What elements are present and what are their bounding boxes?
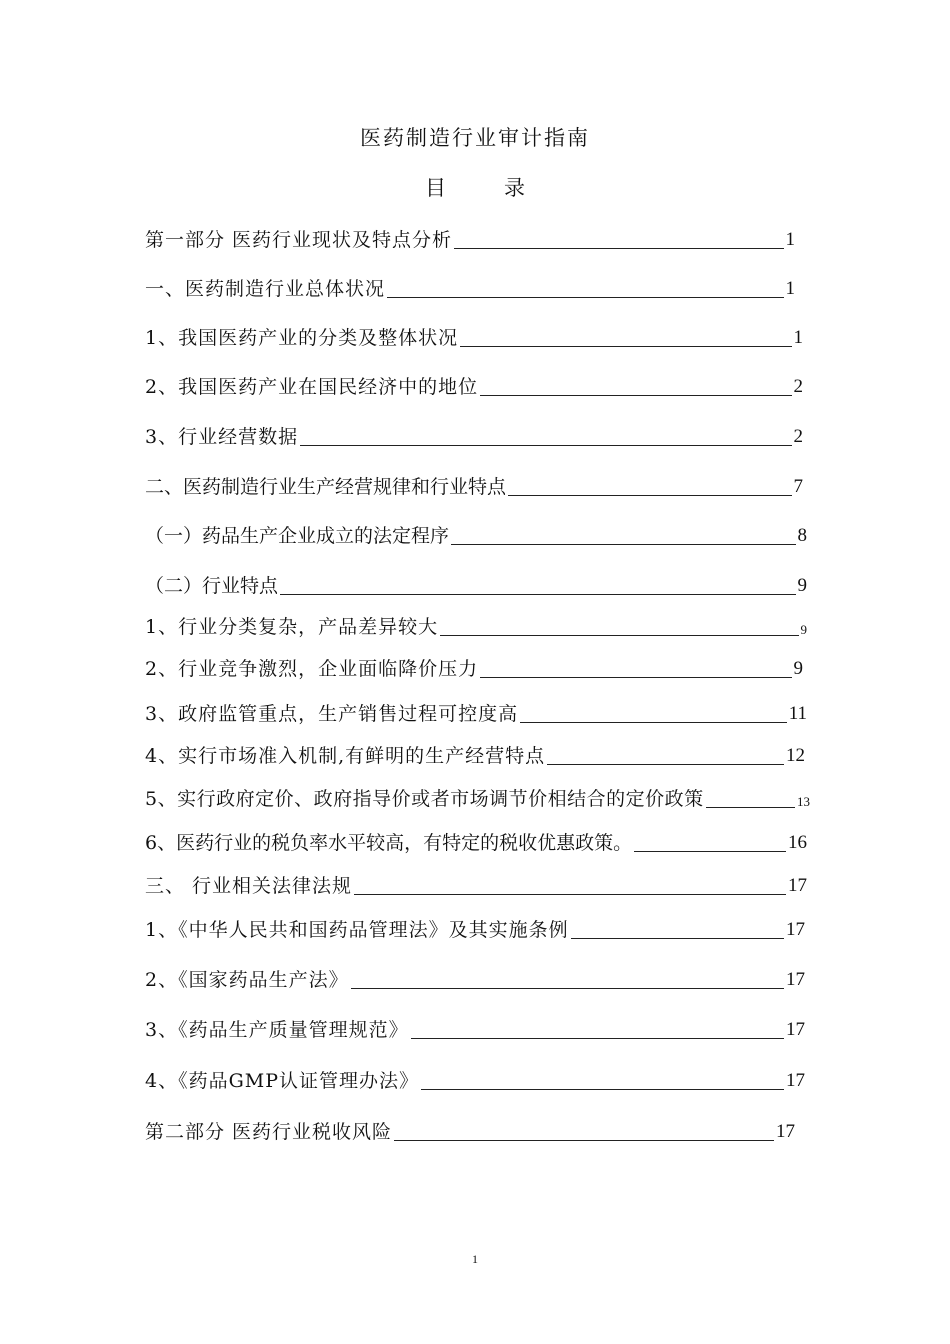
toc-page-number: 9 xyxy=(793,658,803,679)
toc-page-number: 7 xyxy=(793,476,803,497)
toc-page-number: 17 xyxy=(786,1070,805,1091)
toc-leader xyxy=(411,1037,784,1039)
toc-page-number: 17 xyxy=(786,1019,805,1040)
toc-leader xyxy=(387,296,783,298)
toc-page-number: 1 xyxy=(785,229,795,250)
toc-entry[interactable] xyxy=(145,272,795,302)
toc-page-number: 12 xyxy=(786,745,805,766)
toc-leader xyxy=(280,593,795,595)
toc-page-number: 17 xyxy=(788,875,807,896)
toc-page-number: 8 xyxy=(797,525,807,546)
toc-page-number: 2 xyxy=(793,426,803,447)
toc-page-number: 17 xyxy=(786,919,805,940)
toc-entry-text: 1、行业分类复杂，产品差异较大 xyxy=(145,616,439,638)
toc-page-number: 1 xyxy=(793,327,803,348)
toc-leader xyxy=(508,494,791,496)
toc-leader xyxy=(480,394,791,396)
toc-entry-text: （二）行业特点 xyxy=(145,575,279,597)
toc-entry-text: 4、实行市场准入机制,有鲜明的生产经营特点 xyxy=(145,745,546,767)
toc-leader xyxy=(520,721,787,723)
toc-entry-text: 2、《国家药品生产法》 xyxy=(145,969,349,991)
toc-entry-text: 第二部分 医药行业税收风险 xyxy=(145,1121,393,1143)
toc-leader xyxy=(634,850,786,852)
toc-page-number: 13 xyxy=(797,794,810,809)
toc-leader xyxy=(454,247,783,249)
toc-leader xyxy=(421,1088,784,1090)
toc-leader xyxy=(300,444,791,446)
toc-entry[interactable] xyxy=(145,826,807,856)
toc-leader xyxy=(460,345,791,347)
toc-leader xyxy=(571,937,784,939)
toc-leader xyxy=(354,893,786,895)
toc-page-number: 9 xyxy=(797,575,807,596)
toc-entry-text: 3、行业经营数据 xyxy=(145,426,299,448)
toc-entry-text: 4、《药品GMP认证管理办法》 xyxy=(145,1070,420,1092)
toc-entry-text: 二、医药制造行业生产经营规律和行业特点 xyxy=(145,476,507,498)
toc-page-number: 16 xyxy=(788,832,807,853)
toc-entry[interactable] xyxy=(145,963,805,993)
document-title: 医药制造行业审计指南 xyxy=(360,126,590,150)
toc-entry[interactable] xyxy=(145,697,807,727)
toc-leader xyxy=(547,763,784,765)
toc-entry-text: 3、政府监管重点，生产销售过程可控度高 xyxy=(145,703,519,725)
toc-entry[interactable] xyxy=(145,470,803,500)
toc-entry[interactable] xyxy=(145,782,810,812)
toc-entry-text: 1、我国医药产业的分类及整体状况 xyxy=(145,327,459,349)
toc-entry[interactable] xyxy=(145,519,807,549)
toc-entry[interactable] xyxy=(145,739,805,769)
toc-heading xyxy=(0,172,950,202)
toc-leader xyxy=(480,676,791,678)
toc-entry[interactable] xyxy=(145,610,807,640)
toc-heading-left: 目 xyxy=(425,176,446,200)
toc-leader xyxy=(451,543,795,545)
toc-page-number: 1 xyxy=(785,278,795,299)
toc-entry[interactable] xyxy=(145,223,795,253)
toc-entry-text: （一）药品生产企业成立的法定程序 xyxy=(145,525,450,547)
toc-entry-text: 5、实行政府定价、政府指导价或者市场调节价相结合的定价政策 xyxy=(145,788,704,810)
toc-entry[interactable] xyxy=(145,869,807,899)
toc-entry-text: 2、行业竞争激烈，企业面临降价压力 xyxy=(145,658,479,680)
toc-page-number: 9 xyxy=(800,622,807,637)
toc-entry-text: 一、医药制造行业总体状况 xyxy=(145,278,386,300)
toc-leader xyxy=(440,634,798,636)
toc-heading-right: 录 xyxy=(504,176,525,200)
toc-entry[interactable] xyxy=(145,1064,805,1094)
toc-entry-text: 三、 行业相关法律法规 xyxy=(145,875,353,897)
toc-page-number: 11 xyxy=(788,703,807,724)
toc-entry[interactable] xyxy=(145,370,803,400)
toc-entry-text: 6、医药行业的税负率水平较高，有特定的税收优惠政策。 xyxy=(145,832,633,854)
toc-page-number: 2 xyxy=(793,376,803,397)
toc-leader xyxy=(351,987,784,989)
toc-page-number: 17 xyxy=(776,1121,795,1142)
toc-leader xyxy=(706,806,795,808)
toc-entry[interactable] xyxy=(145,913,805,943)
toc-entry[interactable] xyxy=(145,569,807,599)
toc-entry[interactable] xyxy=(145,321,803,351)
toc-leader xyxy=(394,1139,774,1141)
toc-entry-text: 第一部分 医药行业现状及特点分析 xyxy=(145,229,453,251)
toc-entry-text: 3、《药品生产质量管理规范》 xyxy=(145,1019,409,1041)
toc-entry-text: 1、《中华人民共和国药品管理法》及其实施条例 xyxy=(145,919,569,941)
toc-page-number: 17 xyxy=(786,969,805,990)
toc-entry[interactable] xyxy=(145,1115,795,1145)
toc-entry[interactable] xyxy=(145,1013,805,1043)
toc-entry[interactable] xyxy=(145,652,803,682)
footer-page-number: 1 xyxy=(472,1252,478,1266)
toc-entry[interactable] xyxy=(145,420,803,450)
toc-entry-text: 2、我国医药产业在国民经济中的地位 xyxy=(145,376,479,398)
